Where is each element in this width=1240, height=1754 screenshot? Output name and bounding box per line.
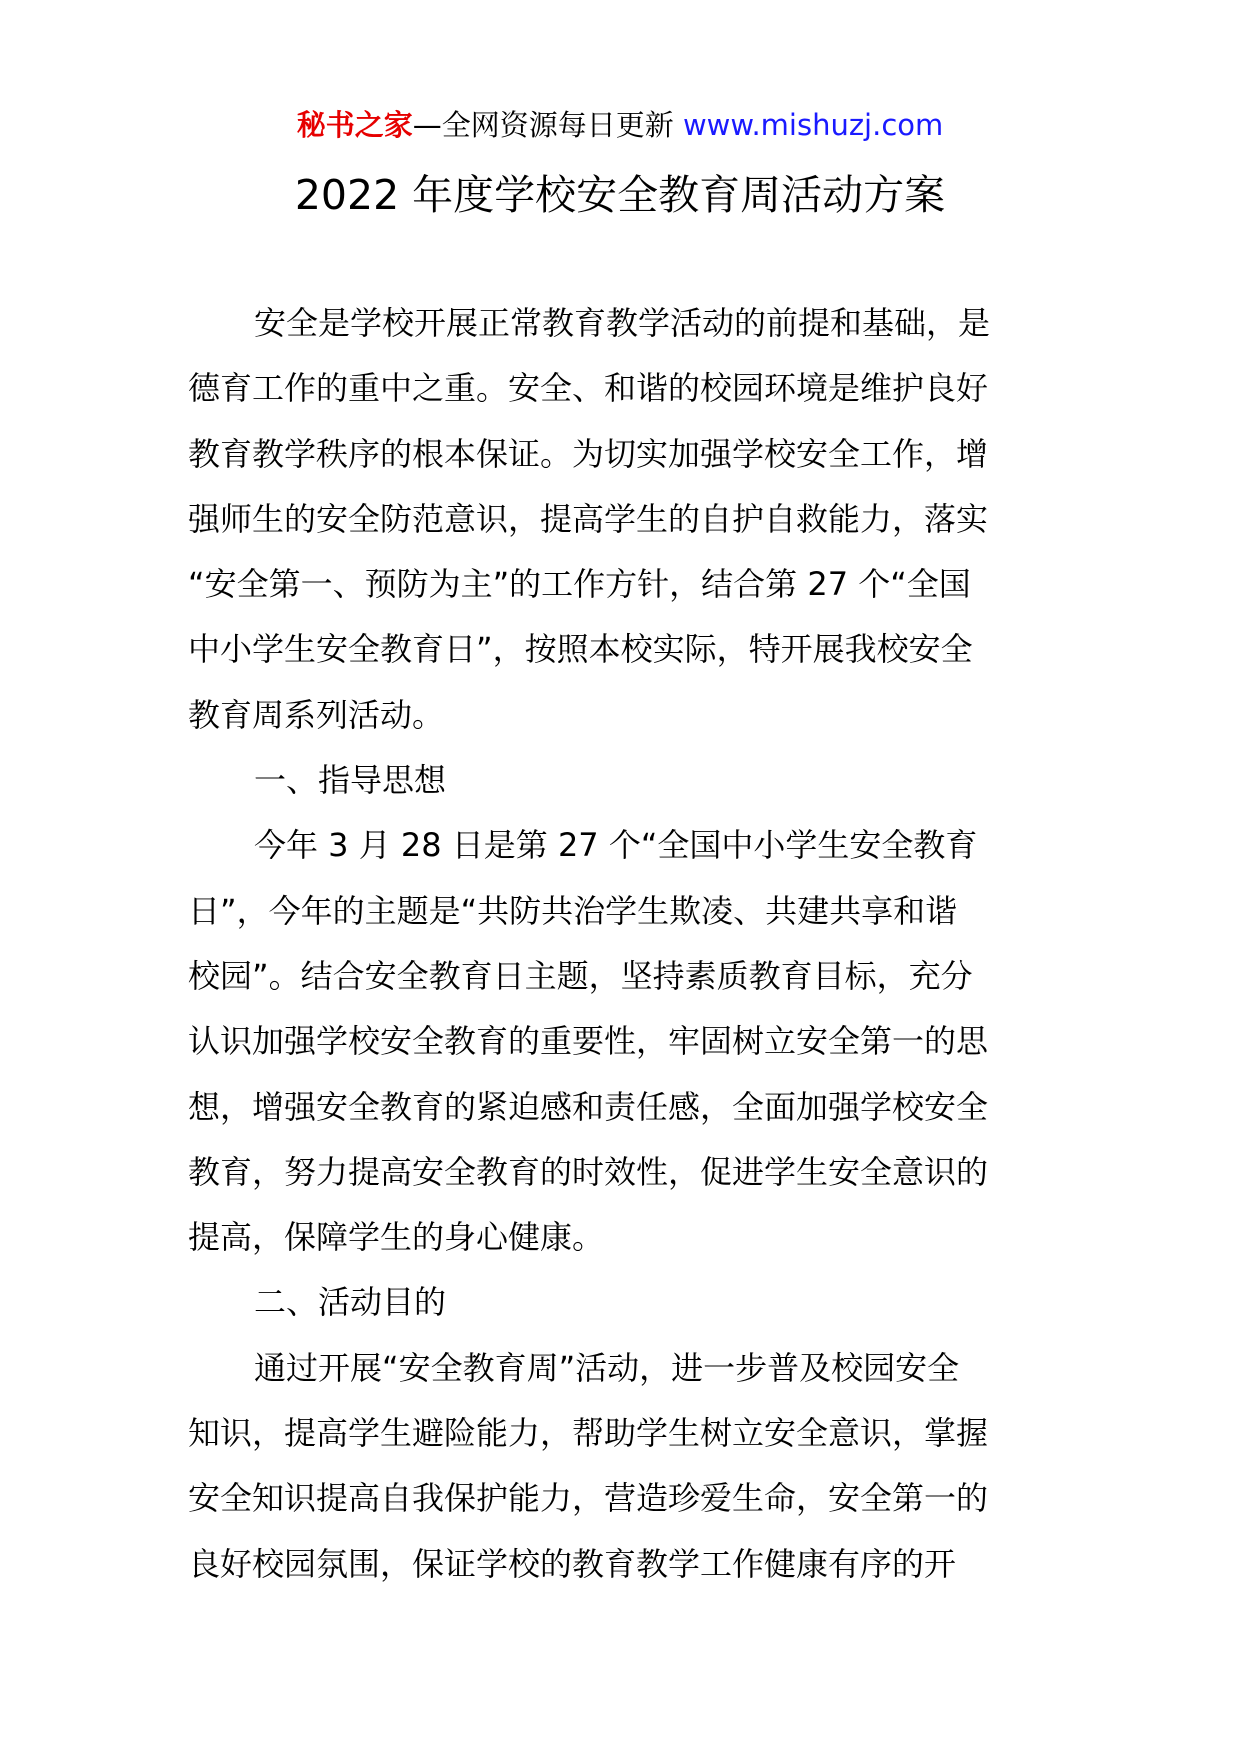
text-line: 德育工作的重中之重。安全、和谐的校园环境是维护良好 bbox=[188, 369, 989, 408]
guiding-ideology-paragraph bbox=[188, 813, 1050, 1270]
site-url-link[interactable]: www.mishuzj.com bbox=[682, 108, 944, 142]
text-line: 教育教学秩序的根本保证。为切实加强学校安全工作，增 bbox=[188, 434, 989, 473]
document-body bbox=[188, 291, 1050, 1597]
text-line: 日”，今年的主题是“共防共治学生欺凌、共建共享和谐 bbox=[188, 891, 958, 930]
activity-purpose-paragraph bbox=[188, 1336, 1050, 1597]
text-line: 通过开展“安全教育周”活动，进一步普及校园安全 bbox=[254, 1348, 960, 1387]
site-tagline: —全网资源每日更新 bbox=[412, 108, 683, 142]
text-line: 中小学生安全教育日”，按照本校实际，特开展我校安全 bbox=[188, 630, 973, 669]
section-heading-guiding-ideology: 一、指导思想 bbox=[254, 761, 447, 800]
intro-paragraph bbox=[188, 291, 1050, 748]
text-line: 安全是学校开展正常教育教学活动的前提和基础，是 bbox=[254, 304, 991, 342]
site-header bbox=[0, 100, 1240, 150]
text-line: 教育，努力提高安全教育的时效性，促进学生安全意识的 bbox=[188, 1152, 989, 1191]
text-line: 知识，提高学生避险能力，帮助学生树立安全意识，掌握 bbox=[188, 1414, 989, 1453]
text-line: 今年 3 月 28 日是第 27 个“全国中小学生安全教育 bbox=[254, 826, 978, 865]
text-line: 提高，保障学生的身心健康。 bbox=[188, 1218, 605, 1257]
text-line: 教育周系列活动。 bbox=[188, 695, 445, 734]
text-line: 校园”。结合安全教育日主题，坚持素质教育目标，充分 bbox=[188, 956, 973, 995]
text-line: 安全知识提高自我保护能力，营造珍爱生命，安全第一的 bbox=[188, 1479, 989, 1518]
text-line: 良好校园氛围，保证学校的教育教学工作健康有序的开 bbox=[188, 1544, 957, 1583]
text-line: 认识加强学校安全教育的重要性，牢固树立安全第一的思 bbox=[188, 1022, 989, 1061]
text-line: 强师生的安全防范意识，提高学生的自护自救能力，落实 bbox=[188, 499, 989, 538]
site-brand: 秘书之家 bbox=[296, 108, 413, 142]
text-line: 想，增强安全教育的紧迫感和责任感，全面加强学校安全 bbox=[188, 1087, 989, 1126]
document-title: 2022 年度学校安全教育周活动方案 bbox=[294, 171, 946, 219]
section-heading-activity-purpose: 二、活动目的 bbox=[254, 1283, 447, 1322]
text-line: “安全第一、预防为主”的工作方针，结合第 27 个“全国 bbox=[188, 565, 971, 604]
